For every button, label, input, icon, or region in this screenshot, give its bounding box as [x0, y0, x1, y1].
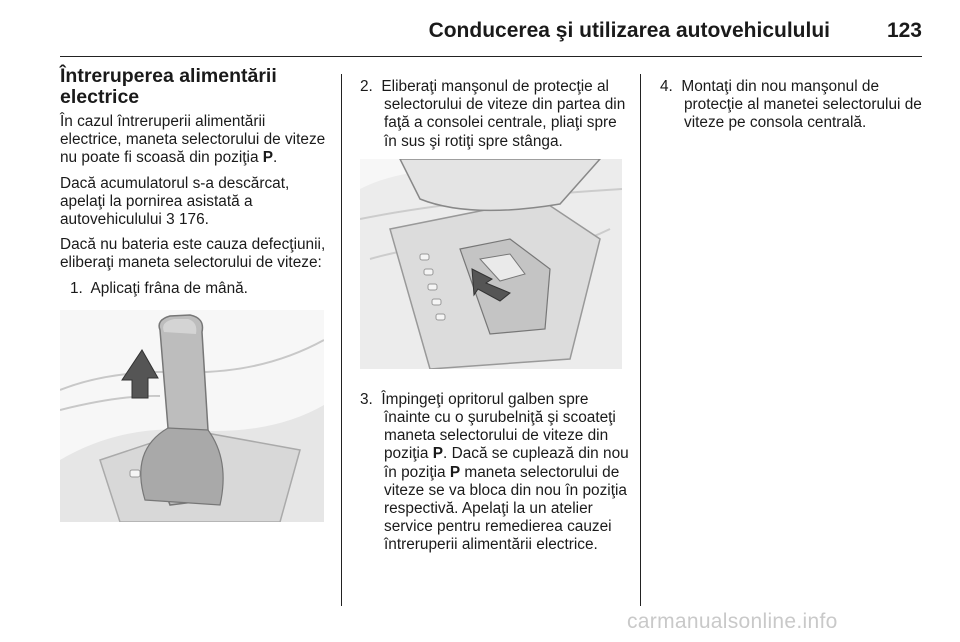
- paragraph-release: Dacă nu bateria este cauza defecţiunii, eliberaţi maneta selectorului de viteze:: [60, 236, 326, 272]
- paragraph-battery: Dacă acumulatorul s-a descărcat, apelaţi la pornirea asistată a autovehiculului 3 176.: [60, 174, 290, 229]
- step-4: 4. Montaţi din nou manşonul de protecţie al manetei selectorului de viteze pe consola centrală.: [660, 78, 922, 132]
- step-2: 2. Eliberaţi manşonul de protecţie al selectorului de viteze din partea din faţă a consolei centrale, pliaţi spre în sus şi rotiţi spre stânga.: [360, 78, 626, 150]
- column-right: [660, 78, 922, 133]
- protective-boot-illustration: [360, 159, 622, 369]
- paragraph-power-loss: În cazul întreruperii alimentării electrice, maneta selectorului de viteze nu poate fi scoasă din poziţia P.: [60, 113, 326, 167]
- step-1: 1. Aplicaţi frâna de mână.: [70, 279, 248, 297]
- column-left: [60, 66, 328, 522]
- step-3: 3. Împingeţi opritorul galben spre înainte cu o şurubelniţă şi scoateţi maneta selectorului de viteze din poziţia P. Dacă se cuplează din nou în poziţia P maneta selectorului de viteze se va bloca din nou în poziţia respectivă. Apelaţi la un atelier service pentru remedierea cauzei întreruperii alimentării electrice.: [360, 390, 629, 554]
- section-heading: Întreruperea alimentării electrice: [60, 65, 277, 108]
- page-number: 123: [886, 19, 922, 42]
- page-header: [60, 16, 922, 57]
- handbrake-gear-lever-illustration: [60, 310, 324, 522]
- watermark: carmanualsonline.info: [627, 610, 838, 633]
- column-divider-1: [341, 74, 342, 606]
- column-middle: [360, 78, 632, 555]
- page-reference: 3 176.: [166, 211, 209, 229]
- header-title: Conducerea şi utilizarea autovehiculului: [428, 19, 830, 42]
- column-divider-2: [640, 74, 641, 606]
